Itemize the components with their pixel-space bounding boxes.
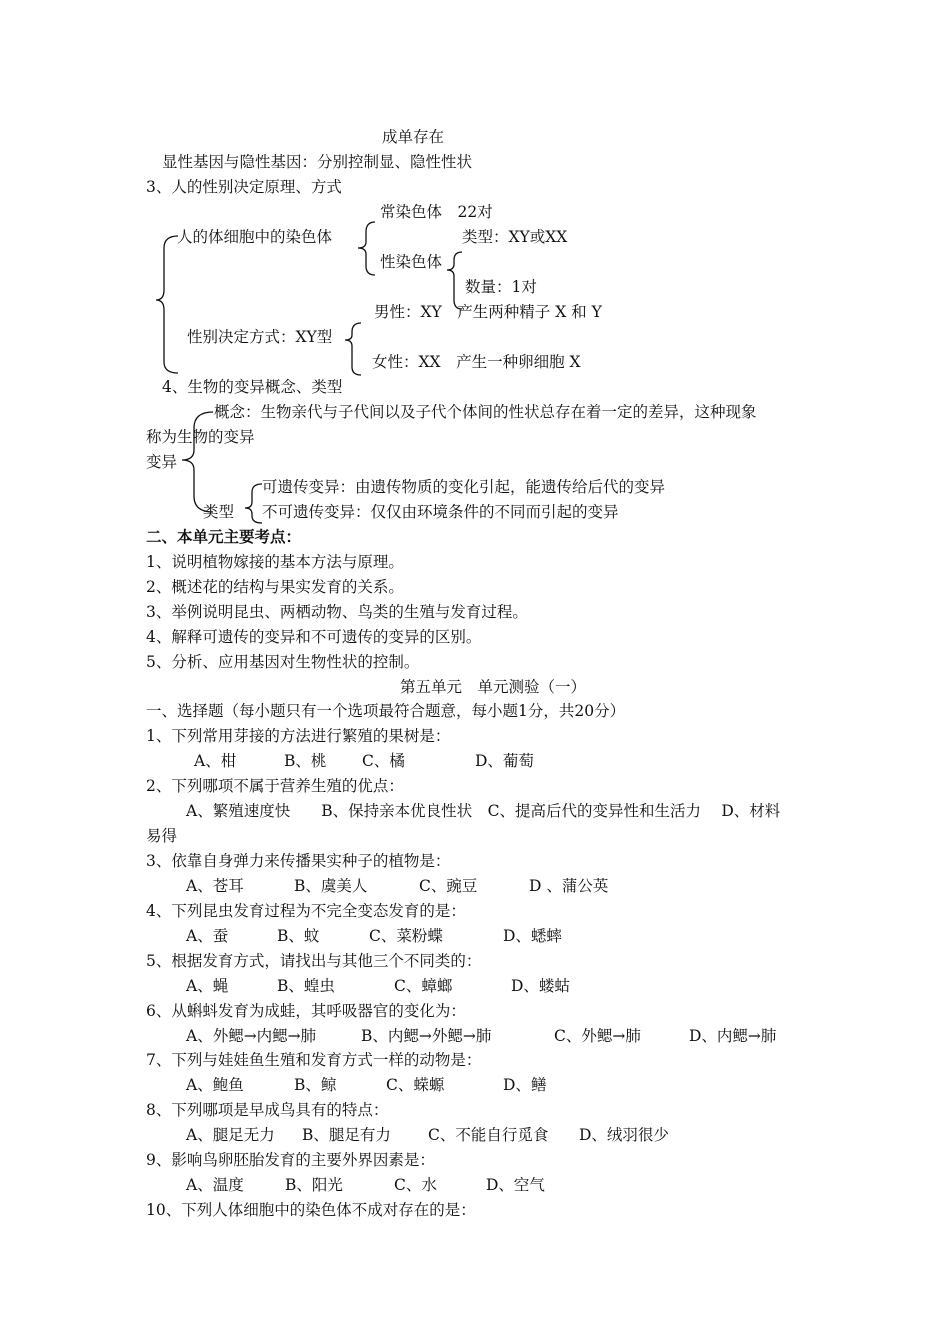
option: D、鳝: [503, 1076, 547, 1094]
text-line: 成单存在: [382, 128, 445, 146]
sex-chromosome-type-label: 类型：XY或XX: [462, 228, 568, 246]
autosome-label: 常染色体 22对: [380, 203, 493, 221]
question-text: 3、依靠自身弹力来传播果实种子的植物是：: [146, 852, 451, 870]
option: C、菜粉蝶: [369, 927, 443, 945]
option: A、鲍鱼: [186, 1076, 244, 1094]
option: D、蟋蟀: [503, 927, 562, 945]
sex-chromosome-count-label: 数量：1对: [465, 278, 537, 296]
option: B、内鳃→外鳃→肺: [361, 1027, 492, 1045]
sex-chromosome-label: 性染色体: [380, 253, 443, 271]
option: D、空气: [486, 1176, 545, 1194]
option: B、蚊: [277, 927, 320, 945]
non-heritable-variation: 不可遗传变异：仅仅由环境条件的不同而引起的变异: [262, 503, 619, 521]
question-text: 7、下列与娃娃鱼生殖和发育方式一样的动物是：: [146, 1051, 482, 1069]
chromosome-root-label: 人的体细胞中的染色体: [177, 228, 333, 246]
heritable-variation: 可遗传变异：由遗传物质的变化引起，能遗传给后代的变异: [262, 478, 666, 496]
question-text: 5、根据发育方式，请找出与其他三个不同类的：: [146, 952, 482, 970]
option: A、腿足无力: [186, 1126, 275, 1144]
option: A、温度: [186, 1176, 244, 1194]
male-label: 男性：XY 产生两种精子 X 和 Y: [374, 303, 602, 321]
option: D、蝼蛄: [511, 977, 570, 995]
test-title: 第五单元 单元测验（一）: [400, 678, 587, 696]
variation-root-label: 变异: [146, 453, 178, 471]
variation-concept-cont: 称为生物的变异: [146, 428, 255, 446]
test-section-heading: 一、选择题（每小题只有一个选项最符合题意，每小题1分，共20分）: [146, 702, 626, 720]
text-line: 显性基因与隐性基因：分别控制显、隐性性状: [162, 153, 473, 171]
option: C、蝾螈: [386, 1076, 445, 1094]
brace-chromosome: [358, 222, 375, 275]
brace-outer-sex: [156, 236, 178, 373]
key-points-heading: 二、本单元主要考点：: [146, 527, 302, 546]
question-text: 4、下列昆虫发育过程为不完全变态发育的是：: [146, 902, 466, 920]
option: C、橘: [362, 752, 405, 770]
option: B、鲸: [294, 1076, 337, 1094]
option: D 、蒲公英: [529, 877, 609, 895]
option: A、外鳃→内鳃→肺: [186, 1027, 317, 1045]
key-point-item: 2、概述花的结构与果实发育的关系。: [146, 578, 404, 596]
option: C、不能自行觅食: [428, 1126, 549, 1144]
variation-types-label: 类型: [203, 503, 235, 521]
option: D、内鳃→肺: [689, 1027, 777, 1045]
question-text: 1、下列常用芽接的方法进行繁殖的果树是：: [146, 727, 451, 745]
option: B、阳光: [285, 1176, 343, 1194]
brace-sex-chromosome: [447, 252, 462, 309]
brace-sex-determination: [345, 323, 361, 375]
section-heading: 4、生物的变异概念、类型: [162, 378, 343, 396]
section-heading: 3、人的性别决定原理、方式: [146, 178, 342, 196]
option: B、桃: [284, 752, 327, 770]
option: A、苍耳: [186, 877, 244, 895]
option-line: A、繁殖速度快 B、保持亲本优良性状 C、提高后代的变异性和生活力 D、材料: [186, 802, 781, 820]
option: B、虞美人: [294, 877, 368, 895]
question-text: 6、从蝌蚪发育为成蛙，其呼吸器官的变化为：: [146, 1002, 466, 1020]
option: C、外鳃→肺: [554, 1027, 641, 1045]
question-text: 2、下列哪项不属于营养生殖的优点：: [146, 777, 404, 795]
key-point-item: 4、解释可遗传的变异和不可遗传的变异的区别。: [146, 628, 482, 646]
option: C、水: [394, 1176, 437, 1194]
key-point-item: 5、分析、应用基因对生物性状的控制。: [146, 653, 420, 671]
sex-determination-label: 性别决定方式：XY型: [187, 328, 333, 346]
option: C、豌豆: [419, 877, 478, 895]
question-text: 8、下列哪项是早成鸟具有的特点：: [146, 1101, 389, 1119]
option: B、蝗虫: [277, 977, 335, 995]
option: D、葡萄: [475, 752, 534, 770]
option: A、蝇: [186, 977, 229, 995]
key-point-item: 1、说明植物嫁接的基本方法与原理。: [146, 553, 404, 571]
variation-concept: 概念：生物亲代与子代间以及子代个体间的性状总存在着一定的差异，这种现象: [214, 403, 757, 421]
option: B、腿足有力: [302, 1126, 391, 1144]
option: A、柑: [194, 752, 237, 770]
option-line-wrap: 易得: [146, 827, 178, 845]
female-label: 女性：XX 产生一种卵细胞 X: [372, 353, 581, 371]
option: A、蚕: [186, 927, 229, 945]
option: D、绒羽很少: [579, 1126, 669, 1144]
question-text: 9、影响鸟卵胚胎发育的主要外界因素是：: [146, 1151, 435, 1169]
question-text: 10、下列人体细胞中的染色体不成对存在的是：: [146, 1201, 476, 1219]
option: C、蟑螂: [394, 977, 453, 995]
key-point-item: 3、举例说明昆虫、两栖动物、鸟类的生殖与发育过程。: [146, 603, 528, 621]
brace-variation-types: [245, 484, 262, 523]
